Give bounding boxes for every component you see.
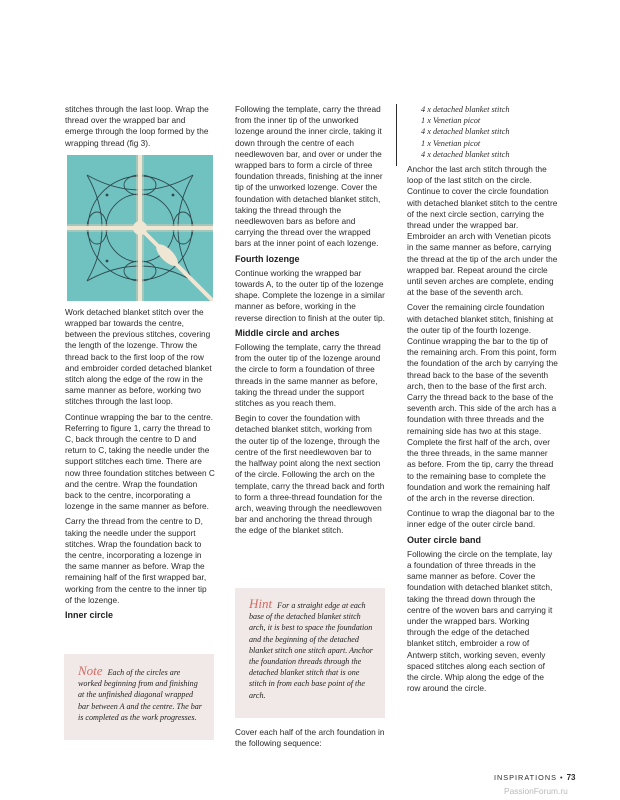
page-footer <box>494 773 575 782</box>
column-2 <box>235 104 385 541</box>
sequence-rule <box>396 104 397 166</box>
sequence-item: 1 x Venetian picot <box>421 138 481 148</box>
paragraph: Following the circle on the template, lay a foundation of three threads in the same manner as before. Cover the foundation with detached blanket stitch, taking the thread down through the centre of the woven bars and carrying it under the wrapped bars. Working through the edge of the detached blanket stitch, embroider a row of Antwerp stitch, working seven, evenly spaced stitches along each section of the circle. Whip along the edge of the row around the circle. <box>407 548 553 694</box>
sequence-item: 4 x detached blanket stitch <box>421 127 510 137</box>
hint-label: Hint <box>249 596 273 611</box>
paragraph: Cover each half of the arch foundation in the following sequence: <box>235 727 385 749</box>
page-number: 73 <box>566 773 576 782</box>
paragraph: Work detached blanket stitch over the wrapped bar towards the centre, between the previous stitches, covering the length of the lozenge. Throw the thread back to the first loop of the row and embroider corded detached blanket stitch along the edge of the row in the same manner as before, working two stitches through the last loop. <box>65 306 212 407</box>
paragraph: Continue to wrap the diagonal bar to the inner edge of the outer circle band. <box>407 508 555 530</box>
paragraph: Begin to cover the foundation with detached blanket stitch, working from the outer tip of the lozenge, through the centre of the first needlewoven bar to the halfway point along the next section of the circle. Following the arch on the template, carry the thread back and forth to form a three-thread foundation for the arch, weaving through the needlewoven bar and anchoring the thread through the edge of the blanket stitch. <box>235 413 385 536</box>
paragraph: Continue wrapping the bar to the centre. Referring to figure 1, carry the thread to C, back through the centre to D and return to C, taking the needle under the support stitches each time. There are now three foundation stitches between C and the centre. Wrap the foundation back to the centre, incorporating a lozenge in the same manner as before. <box>65 411 215 512</box>
paragraph: Anchor the last arch stitch through the loop of the last stitch on the circle. Continue to cover the circle foundation with detached blanket stitch to the centre of the next circle section, carrying the thread under the wrapped bar. Embroider an arch with Venetian picots in the same manner as before, carrying the thread at the tip of the arch under the wrapped bar. Repeat around the circle until seven arches are complete, ending at the base of the seventh arch. <box>407 164 558 298</box>
sequence-item: 1 x Venetian picot <box>421 116 481 126</box>
column-1 <box>65 104 215 624</box>
lace-figure-illustration <box>67 155 213 301</box>
heading-middle-circle: Middle circle and arches <box>235 327 340 338</box>
paragraph: Continue working the wrapped bar towards A, to the outer tip of the lozenge shape. Complete the lozenge in a similar manner as before, working in the reverse direction to finish at the outer tip. <box>235 267 385 323</box>
note-label: Note <box>78 663 103 678</box>
paragraph: stitches through the last loop. Wrap the thread over the wrapped bar and emerge through the loop formed by the wrapping thread (fig 3). <box>65 104 209 148</box>
paragraph: Following the template, carry the thread from the outer tip of the lozenge around the circle to form a foundation of three threads in the same manner as before, taking the thread under the support stitches as you reach them. <box>235 342 381 409</box>
needlework-photo <box>67 155 213 301</box>
heading-fourth-lozenge: Fourth lozenge <box>235 253 300 264</box>
paragraph: Following the template, carry the thread from the inner tip of the unworked lozenge around the inner circle, taking it down through the centre of each needlewoven bar, and over or under the wrapped bars to form a circle of three foundation threads, finishing at the inner tip of the unworked lozenge. Cover the foundation with detached blanket stitch, taking the thread through the needlewoven bars as before and carrying the thread over the wrapped bars at the inner point of each lozenge. <box>235 104 383 249</box>
hint-text: For a straight edge at each base of the detached blanket stitch arch, it is best to space the foundation and the beginning of the detached blanket stitch one stitch apart. Anchor the foundation threads through the detached blanket stitch that is one stitch in from each base point of the arch. <box>249 601 373 700</box>
hint-box <box>235 588 385 718</box>
note-box <box>64 654 214 740</box>
note-text: Each of the circles are worked beginning from and finishing at the unfinished diagonal wrapped bar between A and the centre. The bar is completed as the work progresses. <box>78 668 202 722</box>
heading-outer-circle: Outer circle band <box>407 534 482 545</box>
watermark: PassionForum.ru <box>504 786 568 796</box>
magazine-name: INSPIRATIONS <box>494 773 557 782</box>
sequence-item: 4 x detached blanket stitch <box>421 105 510 114</box>
paragraph: Carry the thread from the centre to D, taking the needle under the support stitches. Wrap the foundation back to the centre, incorporating a lozenge in the same manner as before. Wrap the remaining half of the first wrapped bar, working from the centre to the inner tip of the lozenge. <box>65 516 207 605</box>
sequence-item: 4 x detached blanket stitch <box>421 149 510 159</box>
paragraph: Cover the remaining circle foundation with detached blanket stitch, finishing at the outer tip of the fourth lozenge. Continue wrapping the bar to the tip of the remaining arch. From this point, form the foundation of the arch by carrying the thread back to the base of the seventh arch, then to the base of the first arch. Carry the thread back to the base of the seventh arch. This side of the arch has a foundation with three threads and the remaining side has two at this stage. Complete the first half of the arch, over the three threads, in the same manner as before. From the tip, carry the thread to the remaining base to complete the foundation and work the remaining half of the arch in the reverse direction. <box>407 302 558 503</box>
footer-separator: • <box>559 773 564 782</box>
column-3 <box>407 104 558 698</box>
heading-inner-circle: Inner circle <box>65 610 114 621</box>
stitch-sequence <box>407 104 558 160</box>
